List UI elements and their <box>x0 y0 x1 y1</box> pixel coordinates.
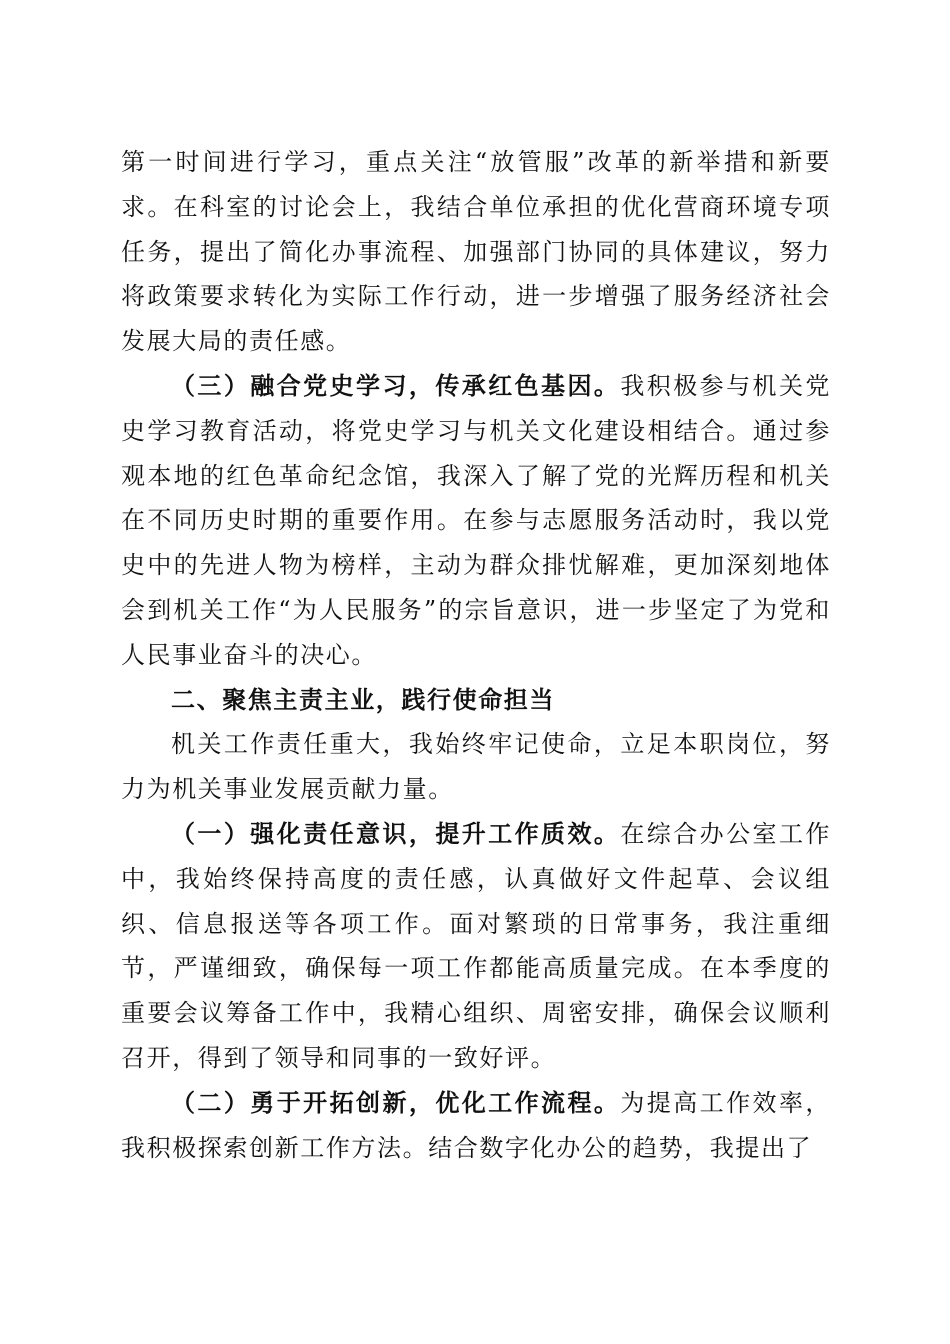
subsection-paragraph-1 <box>121 812 831 1081</box>
body-paragraph-1 <box>121 140 831 364</box>
subsection-paragraph-2 <box>121 1081 831 1171</box>
paragraph-text: 机关工作责任重大，我始终牢记使命，立足本职岗位，努力为机关事业发展贡献力量。 <box>121 730 831 804</box>
paragraph-text: 在综合办公室工作中，我始终保持高度的责任感，认真做好文件起草、会议组织、信息报送等各项工作。面对繁琐的日常事务，我注重细节，严谨细致，确保每一项工作都能高质量完成。在本季度的重要会议筹备工作中，我精心组织、周密安排，确保会议顺利召开，得到了领导和同事的一致好评。 <box>121 819 831 1072</box>
subsection-title: （一）强化责任意识，提升工作质效。 <box>171 818 621 848</box>
paragraph-text: 第一时间进行学习，重点关注“放管服”改革的新举措和新要求。在科室的讨论会上，我结合单位承担的优化营商环境专项任务，提出了简化办事流程、加强部门协同的具体建议，努力将政策要求转化为实际工作行动，进一步增强了服务经济社会发展大局的责任感。 <box>121 148 831 356</box>
subsection-title: （二）勇于开拓创新，优化工作流程。 <box>171 1087 621 1117</box>
paragraph-text: 为提高工作效率，我积极探索创新工作方法。结合数字化办公的趋势，我提出了 <box>121 1088 831 1162</box>
paragraph-text: 我积极参与机关党史学习教育活动，将党史学习与机关文化建设相结合。通过参观本地的红色革命纪念馆，我深入了解了党的光辉历程和机关在不同历史时期的重要作用。在参与志愿服务活动时，我以党史中的先进人物为榜样，主动为群众排忧解难，更加深刻地体会到机关工作“为人民服务”的宗旨意识，进一步坚定了为党和人民事业奋斗的决心。 <box>121 371 831 669</box>
document-body <box>121 140 831 1170</box>
subsection-title: （三）融合党史学习，传承红色基因。 <box>171 370 621 400</box>
subsection-paragraph-3 <box>121 364 831 678</box>
section-heading-2: 二、聚焦主责主业，践行使命担当 <box>171 685 555 714</box>
section-intro-paragraph <box>121 722 831 812</box>
